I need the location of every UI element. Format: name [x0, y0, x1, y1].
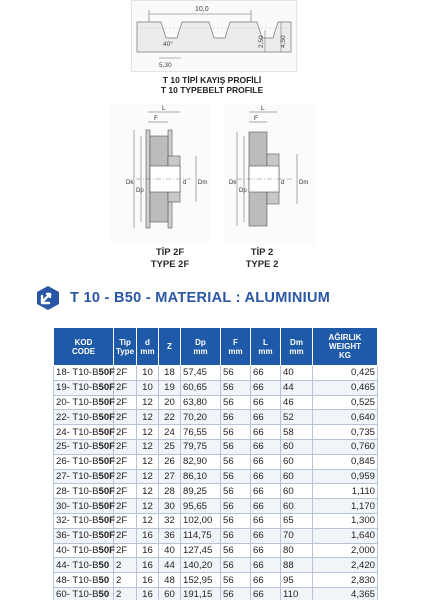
- section-title-bar: [0, 284, 424, 314]
- cell-f: 56: [221, 410, 251, 425]
- cell-l: 66: [251, 587, 281, 600]
- cell-f: 56: [221, 543, 251, 558]
- svg-text:Dp: Dp: [239, 188, 247, 194]
- cell-code: 22- T10-B50F: [54, 410, 114, 425]
- cell-type: 2F: [114, 380, 137, 395]
- cell-dp: 191,15: [181, 587, 221, 600]
- cell-l: 66: [251, 573, 281, 588]
- cell-dm: 70: [281, 528, 313, 543]
- cell-code: 44- T10-B50: [54, 558, 114, 573]
- cell-weight: 2,000: [313, 543, 378, 558]
- cell-l: 66: [251, 410, 281, 425]
- cell-d: 12: [137, 395, 159, 410]
- cell-dp: 140,20: [181, 558, 221, 573]
- belt-profile-drawing: [131, 0, 297, 72]
- cell-type: 2F: [114, 439, 137, 454]
- cell-code: 20- T10-B50F: [54, 395, 114, 410]
- cell-dp: 82,90: [181, 454, 221, 469]
- cell-dm: 58: [281, 425, 313, 440]
- cell-dm: 60: [281, 469, 313, 484]
- cell-l: 66: [251, 469, 281, 484]
- cell-code: 25- T10-B50F: [54, 439, 114, 454]
- cell-l: 66: [251, 543, 281, 558]
- cell-l: 66: [251, 528, 281, 543]
- cell-z: 32: [159, 513, 181, 528]
- header-dp: Dp mm: [181, 328, 221, 366]
- cell-weight: 0,525: [313, 395, 378, 410]
- cell-dp: 127,45: [181, 543, 221, 558]
- cell-type: 2: [114, 587, 137, 600]
- cell-type: 2F: [114, 469, 137, 484]
- cell-dp: 79,75: [181, 439, 221, 454]
- cell-weight: 0,465: [313, 380, 378, 395]
- section-title: T 10 - B50 - MATERIAL : ALUMINIUM: [70, 290, 331, 306]
- cell-dm: 52: [281, 410, 313, 425]
- cell-weight: 1,640: [313, 528, 378, 543]
- dim-pitch: 10,0: [195, 6, 209, 13]
- cell-f: 56: [221, 558, 251, 573]
- cell-dm: 46: [281, 395, 313, 410]
- cell-weight: 0,640: [313, 410, 378, 425]
- cell-z: 22: [159, 410, 181, 425]
- cell-f: 56: [221, 573, 251, 588]
- cell-l: 66: [251, 380, 281, 395]
- cell-l: 66: [251, 484, 281, 499]
- cell-weight: 0,760: [313, 439, 378, 454]
- cell-d: 16: [137, 587, 159, 600]
- cell-z: 27: [159, 469, 181, 484]
- cell-weight: 0,845: [313, 454, 378, 469]
- cell-d: 12: [137, 454, 159, 469]
- header-dm: Dm mm: [281, 328, 313, 366]
- cell-dp: 114,75: [181, 528, 221, 543]
- svg-text:F: F: [254, 115, 258, 122]
- cell-f: 56: [221, 454, 251, 469]
- cell-d: 10: [137, 380, 159, 395]
- cell-l: 66: [251, 513, 281, 528]
- cell-z: 30: [159, 499, 181, 514]
- svg-text:d: d: [183, 180, 187, 186]
- cell-d: 12: [137, 425, 159, 440]
- cell-dp: 89,25: [181, 484, 221, 499]
- type-2f-label-tr: TİP 2F: [155, 247, 185, 258]
- cell-weight: 1,170: [313, 499, 378, 514]
- cell-d: 16: [137, 558, 159, 573]
- cell-f: 56: [221, 366, 251, 381]
- cell-d: 12: [137, 469, 159, 484]
- cell-type: 2F: [114, 528, 137, 543]
- cell-z: 44: [159, 558, 181, 573]
- cell-f: 56: [221, 380, 251, 395]
- cell-code: 27- T10-B50F: [54, 469, 114, 484]
- header-z: Z: [159, 328, 181, 366]
- cell-code: 30- T10-B50F: [54, 499, 114, 514]
- cell-type: 2F: [114, 395, 137, 410]
- svg-text:L: L: [261, 105, 265, 112]
- cell-l: 66: [251, 499, 281, 514]
- cell-f: 56: [221, 425, 251, 440]
- cell-weight: 0,735: [313, 425, 378, 440]
- header-type: Tip Type: [114, 328, 137, 366]
- cell-f: 56: [221, 587, 251, 600]
- pulley-type-2-drawing: [225, 104, 315, 244]
- table-row: [54, 499, 378, 514]
- cell-z: 28: [159, 484, 181, 499]
- cell-dm: 65: [281, 513, 313, 528]
- cell-l: 66: [251, 454, 281, 469]
- header-code: KOD CODE: [54, 328, 114, 366]
- cell-type: 2F: [114, 410, 137, 425]
- cell-code: 24- T10-B50F: [54, 425, 114, 440]
- cell-code: 28- T10-B50F: [54, 484, 114, 499]
- cell-d: 16: [137, 528, 159, 543]
- cell-z: 25: [159, 439, 181, 454]
- cell-dp: 86,10: [181, 469, 221, 484]
- dim-total-height: 4,50: [280, 35, 287, 48]
- cell-d: 10: [137, 366, 159, 381]
- cell-z: 18: [159, 366, 181, 381]
- cell-type: 2F: [114, 499, 137, 514]
- table-header-row: [54, 328, 378, 366]
- type-2-label-en: TYPE 2: [245, 259, 279, 270]
- cell-code: 18- T10-B50F: [54, 366, 114, 381]
- cell-f: 56: [221, 513, 251, 528]
- svg-text:Dm: Dm: [299, 180, 309, 186]
- cell-l: 66: [251, 366, 281, 381]
- cell-z: 26: [159, 454, 181, 469]
- table-row: [54, 366, 378, 381]
- svg-text:F: F: [154, 115, 158, 122]
- cell-type: 2F: [114, 513, 137, 528]
- cell-z: 20: [159, 395, 181, 410]
- table-row: [54, 469, 378, 484]
- cell-d: 12: [137, 439, 159, 454]
- cell-code: 26- T10-B50F: [54, 454, 114, 469]
- cell-z: 36: [159, 528, 181, 543]
- table-row: [54, 528, 378, 543]
- table-row: [54, 573, 378, 588]
- cell-f: 56: [221, 395, 251, 410]
- belt-profile-caption-en: T 10 TYPEBELT PROFILE: [160, 85, 264, 95]
- svg-text:L: L: [162, 105, 166, 112]
- table-row: [54, 543, 378, 558]
- cell-dp: 76,55: [181, 425, 221, 440]
- cell-dm: 110: [281, 587, 313, 600]
- cell-dm: 60: [281, 439, 313, 454]
- table-row: [54, 454, 378, 469]
- cell-type: 2F: [114, 543, 137, 558]
- cell-dp: 57,45: [181, 366, 221, 381]
- cell-code: 40- T10-B50F: [54, 543, 114, 558]
- table-row: [54, 425, 378, 440]
- cell-type: 2F: [114, 484, 137, 499]
- cell-dp: 70,20: [181, 410, 221, 425]
- type-2-label-tr: TİP 2: [250, 247, 274, 258]
- dim-belt-height: 2,50: [258, 35, 265, 48]
- cell-dp: 102,00: [181, 513, 221, 528]
- cell-weight: 4,365: [313, 587, 378, 600]
- table-row: [54, 558, 378, 573]
- cell-z: 48: [159, 573, 181, 588]
- pulley-type-2f-drawing: [110, 104, 210, 244]
- cell-dm: 88: [281, 558, 313, 573]
- header-d: d mm: [137, 328, 159, 366]
- header-f: F mm: [221, 328, 251, 366]
- pulley-spec-table: [53, 327, 378, 600]
- svg-text:Dp: Dp: [136, 188, 144, 194]
- table-row: [54, 380, 378, 395]
- cell-type: 2F: [114, 366, 137, 381]
- cell-code: 32- T10-B50F: [54, 513, 114, 528]
- svg-text:Dm: Dm: [198, 180, 208, 186]
- table-body: [54, 366, 378, 600]
- cell-l: 66: [251, 395, 281, 410]
- svg-text:Dk: Dk: [229, 180, 237, 186]
- dim-angle: 40°: [163, 41, 173, 48]
- cell-f: 56: [221, 469, 251, 484]
- cell-dp: 95,65: [181, 499, 221, 514]
- cell-code: 48- T10-B50: [54, 573, 114, 588]
- cell-dm: 60: [281, 454, 313, 469]
- brand-logo-icon: [34, 284, 62, 312]
- cell-l: 66: [251, 425, 281, 440]
- cell-dm: 40: [281, 366, 313, 381]
- cell-z: 19: [159, 380, 181, 395]
- cell-f: 56: [221, 484, 251, 499]
- cell-dp: 152,95: [181, 573, 221, 588]
- type-2f-label-en: TYPE 2F: [150, 259, 190, 270]
- cell-code: 19- T10-B50F: [54, 380, 114, 395]
- cell-z: 40: [159, 543, 181, 558]
- cell-d: 16: [137, 543, 159, 558]
- cell-weight: 0,425: [313, 366, 378, 381]
- cell-weight: 2,830: [313, 573, 378, 588]
- cell-d: 12: [137, 513, 159, 528]
- cell-type: 2: [114, 573, 137, 588]
- cell-f: 56: [221, 528, 251, 543]
- table-row: [54, 395, 378, 410]
- cell-dm: 80: [281, 543, 313, 558]
- cell-d: 12: [137, 410, 159, 425]
- cell-z: 24: [159, 425, 181, 440]
- cell-type: 2F: [114, 454, 137, 469]
- cell-f: 56: [221, 499, 251, 514]
- table-row: [54, 484, 378, 499]
- cell-code: 60- T10-B50: [54, 587, 114, 600]
- cell-dp: 63,80: [181, 395, 221, 410]
- table-row: [54, 513, 378, 528]
- cell-code: 36- T10-B50F: [54, 528, 114, 543]
- cell-type: 2F: [114, 425, 137, 440]
- cell-z: 60: [159, 587, 181, 600]
- cell-f: 56: [221, 439, 251, 454]
- table-row: [54, 439, 378, 454]
- cell-d: 12: [137, 484, 159, 499]
- cell-type: 2: [114, 558, 137, 573]
- cell-dm: 44: [281, 380, 313, 395]
- cell-l: 66: [251, 439, 281, 454]
- belt-profile-caption-tr: T 10 TİPİ KAYIŞ PROFİLİ: [162, 75, 262, 85]
- svg-text:Dk: Dk: [126, 180, 134, 186]
- cell-weight: 0,959: [313, 469, 378, 484]
- cell-dm: 60: [281, 499, 313, 514]
- header-l: L mm: [251, 328, 281, 366]
- cell-dp: 60,65: [181, 380, 221, 395]
- cell-weight: 1,110: [313, 484, 378, 499]
- table-row: [54, 410, 378, 425]
- cell-l: 66: [251, 558, 281, 573]
- cell-weight: 1,300: [313, 513, 378, 528]
- cell-d: 16: [137, 573, 159, 588]
- cell-d: 12: [137, 499, 159, 514]
- table-row: [54, 587, 378, 600]
- svg-text:d: d: [281, 180, 285, 186]
- dim-tooth-width: 5,30: [159, 62, 172, 69]
- cell-weight: 2,420: [313, 558, 378, 573]
- cell-dm: 60: [281, 484, 313, 499]
- cell-dm: 95: [281, 573, 313, 588]
- header-weight: AĞIRLIK WEIGHT KG: [313, 328, 378, 366]
